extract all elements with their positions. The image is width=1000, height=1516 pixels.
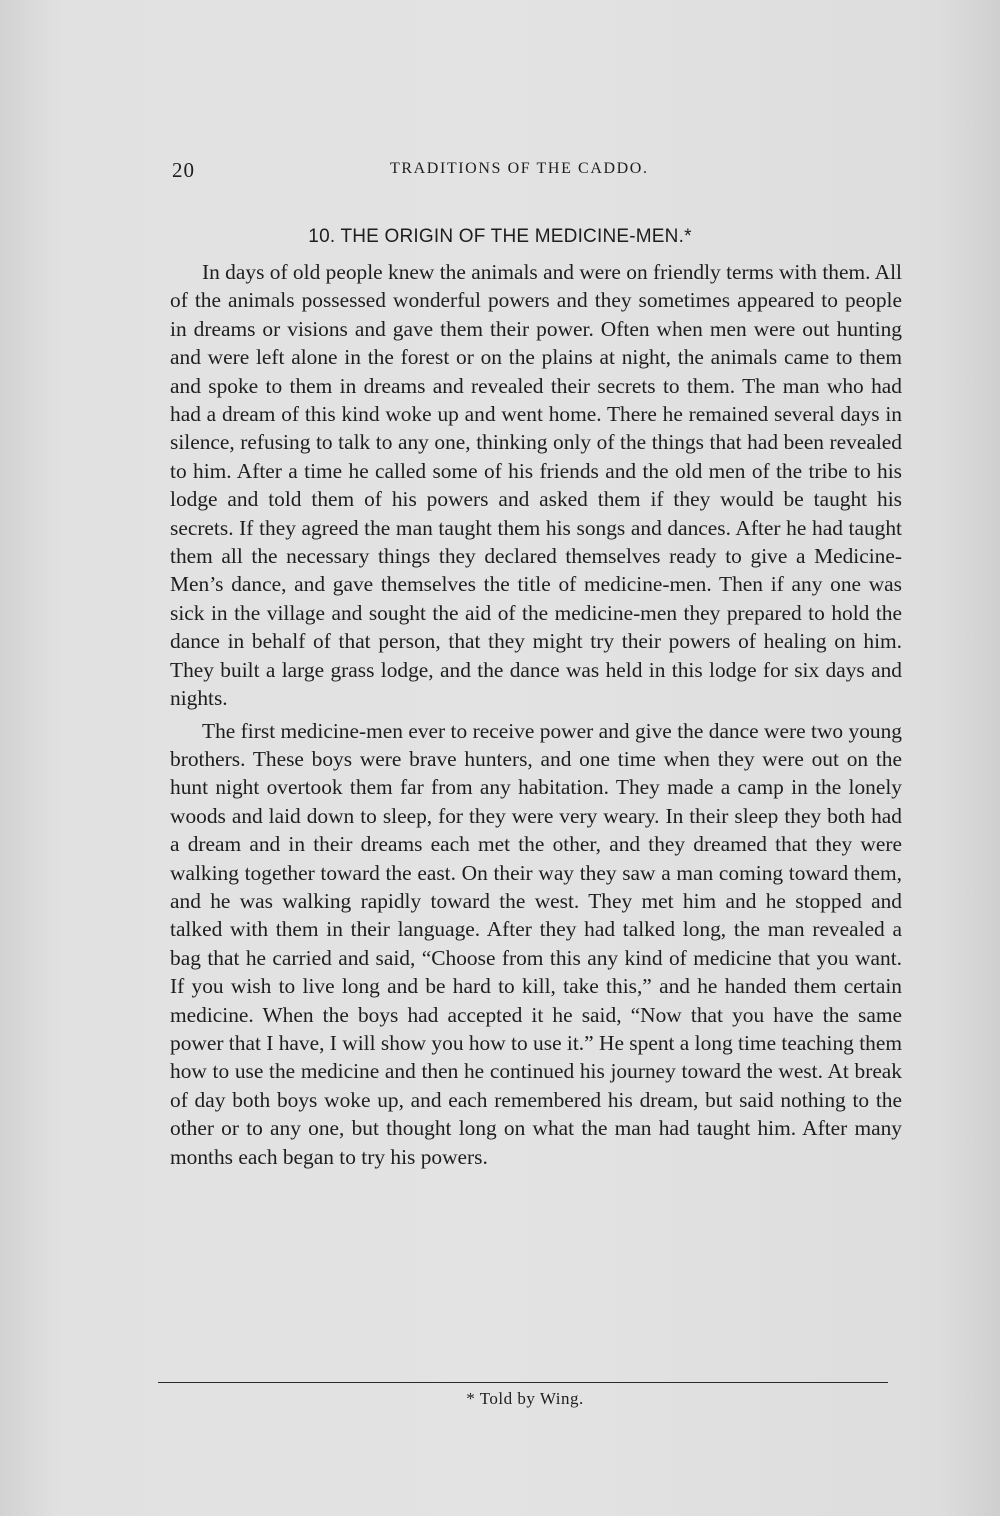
chapter-title: 10. THE ORIGIN OF THE MEDICINE-MEN.* xyxy=(308,226,692,247)
footnote: * Told by Wing. xyxy=(466,1389,584,1408)
footnote-divider xyxy=(158,1382,888,1383)
paragraph: The first medicine-men ever to receive power and give the dance were two young brothers. These boys were brave hunters, and one time when they were out on the hunt night overtook them far from any habitation. They made a camp in the lonely woods and laid down to sleep, for they were very weary. In their sleep they both had a dream and in their dreams each met the other, and they dreamed that they were walking together toward the east. On their way they saw a man coming toward them, and he was walking rapidly toward the west. They met him and he stopped and talked with them in their language. After they had talked long, the man revealed a bag that he carried and said, “Choose from this any kind of medicine that you want. If you wish to live long and be hard to kill, take this,” and he handed them certain medicine. When the boys had accepted it he said, “Now that you have the same power that I have, I will show you how to use it.” He spent a long time teaching them how to use the medicine and then he continued his journey toward the west. At break of day both boys woke up, and each remembered his dream, but said nothing to the other or to any one, but thought long on what the man had taught him. After many months each began to try his powers. xyxy=(170,718,902,1169)
body-text xyxy=(170,258,902,1171)
paragraph: In days of old people knew the animals and were on friendly terms with them. All of the animals possessed wonderful powers and they sometimes appeared to people in dreams or visions and gave them their power. Often when men were out hunting and were left alone in the forest or on the plains at night, the animals came to them and spoke to them in dreams and revealed their secrets to them. The man who had had a dream of this kind woke up and went home. There he remained several days in silence, refusing to talk to any one, thinking only of the things that had been revealed to him. After a time he called some of his friends and the old men of the tribe to his lodge and told them of his powers and asked them if they would be taught his secrets. If they agreed the man taught them his songs and dances. After he had taught them all the necessary things they declared themselves ready to give a Medicine-Men’s dance, and gave themselves the title of medicine-men. Then if any one was sick in the village and sought the aid of the medicine-men they prepared to hold the dance in behalf of that person, that they might try their powers of healing on him. They built a large grass lodge, and the dance was held in this lodge for six days and nights. xyxy=(170,260,902,711)
page-number: 20 xyxy=(172,158,195,182)
running-head: TRADITIONS OF THE CADDO. xyxy=(390,160,649,177)
page-header xyxy=(172,158,894,188)
